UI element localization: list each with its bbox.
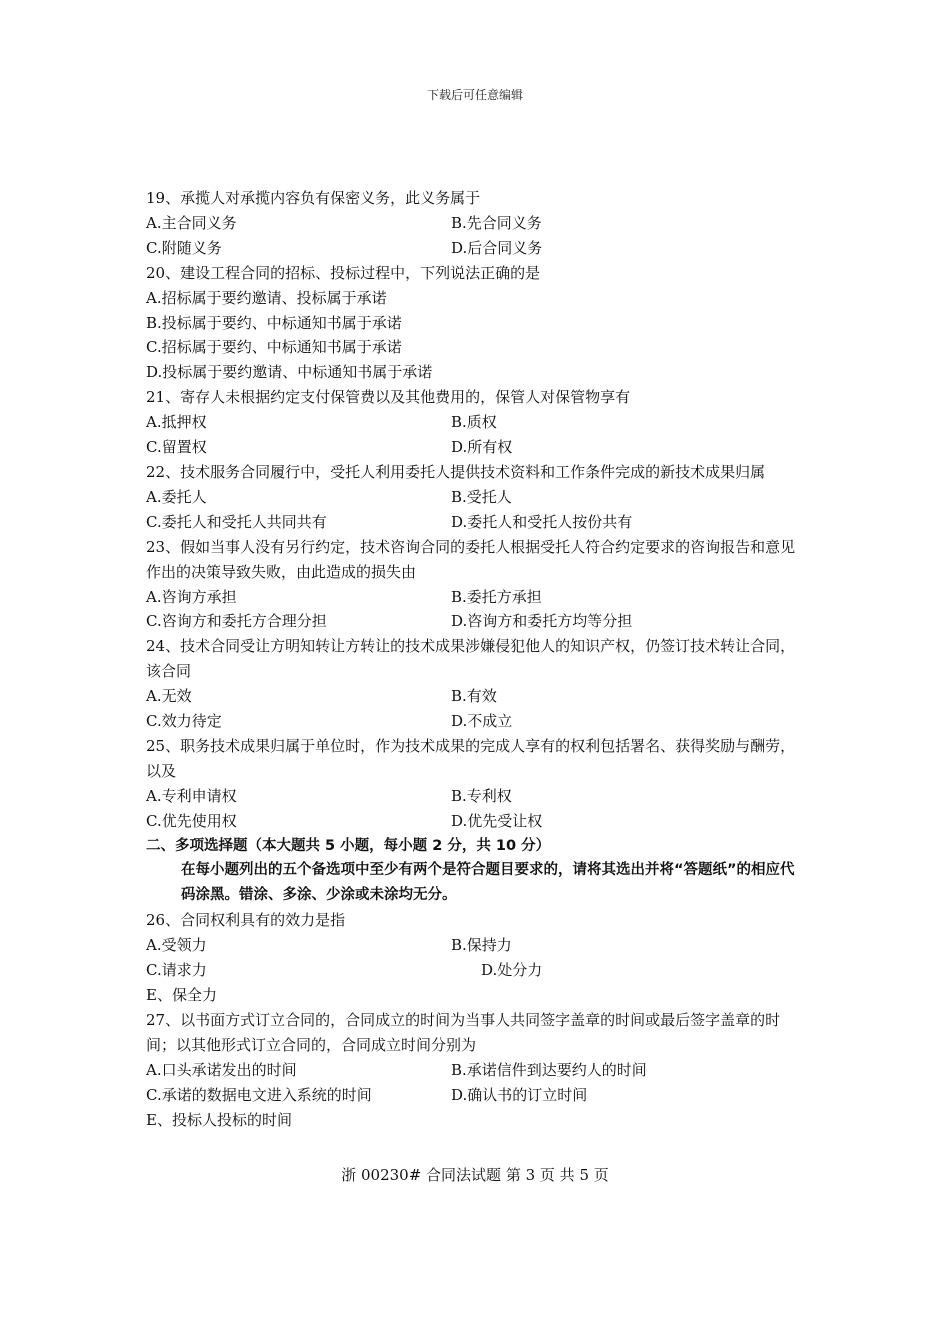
exam-content (146, 186, 806, 1132)
question-20: 20、建设工程合同的招标、投标过程中，下列说法正确的是 (146, 263, 541, 282)
option-d: D.后合同义务 (451, 238, 543, 257)
question-19: 19、承揽人对承揽内容负有保密义务，此义务属于 (146, 189, 481, 207)
option-d: D.处分力 (481, 961, 543, 980)
options-row (146, 410, 806, 435)
options-row (146, 933, 806, 958)
option-d: D.投标属于要约邀请、中标通知书属于承诺 (146, 363, 433, 382)
option-c: C.效力待定 (146, 712, 222, 731)
option-c: C.承诺的数据电文进入系统的时间 (146, 1085, 372, 1104)
option-b: B.先合同义务 (451, 213, 542, 232)
option-d: D.所有权 (451, 438, 513, 457)
option-b: B.受托人 (451, 487, 512, 506)
options-row (146, 585, 806, 610)
option-b: B.投标属于要约、中标通知书属于承诺 (146, 313, 402, 332)
option-a: A.招标属于要约邀请、投标属于承诺 (146, 288, 387, 307)
option-c: C.请求力 (146, 961, 207, 980)
option-d: D.咨询方和委托方均等分担 (451, 612, 633, 631)
options-row (146, 609, 806, 634)
options-row (146, 958, 806, 983)
option-a: A.口头承诺发出的时间 (146, 1060, 297, 1079)
option-b: B.有效 (451, 687, 497, 706)
option-a: A.受领力 (146, 936, 207, 955)
option-e: E、投标人投标的时间 (146, 1110, 292, 1129)
option-c: C.优先使用权 (146, 811, 237, 830)
option-c: C.委托人和受托人共同共有 (146, 512, 327, 531)
option-d: D.不成立 (451, 712, 513, 731)
option-d: D.确认书的订立时间 (451, 1085, 588, 1104)
section-2-instructions: 在每小题列出的五个备选项中至少有两个是符合题目要求的，请将其选出并将“答题纸”的相应代码涂黑。错涂、多涂、少涂或未涂均无分。 (181, 862, 795, 904)
option-b: B.专利权 (451, 786, 512, 805)
option-b: B.质权 (451, 413, 497, 432)
question-27: 27、以书面方式订立合同的，合同成立的时间为当事人共同签字盖章的时间或最后签字盖章的时间；以其他形式订立合同的，合同成立时间分别为 (146, 1010, 781, 1054)
option-c: C.咨询方和委托方合理分担 (146, 612, 327, 631)
question-23: 23、假如当事人没有另行约定，技术咨询合同的委托人根据受托人符合约定要求的咨询报告和意见作出的决策导致失败，由此造成的损失由 (146, 537, 796, 581)
option-a: A.主合同义务 (146, 213, 237, 232)
option-b: B.委托方承担 (451, 587, 542, 606)
option-e: E、保全力 (146, 986, 217, 1004)
options-row (146, 236, 806, 261)
options-row (146, 1083, 806, 1108)
section-2-title: 二、多项选择题（本大题共 5 小题，每小题 2 分，共 10 分） (146, 837, 551, 854)
options-row (146, 784, 806, 809)
question-21: 21、寄存人未根据约定支付保管费以及其他费用的，保管人对保管物享有 (146, 388, 631, 407)
option-c: C.招标属于要约、中标通知书属于承诺 (146, 338, 402, 357)
option-c: C.附随义务 (146, 238, 222, 257)
option-a: A.无效 (146, 687, 192, 706)
option-b: B.承诺信件到达要约人的时间 (451, 1060, 647, 1079)
options-row (146, 485, 806, 510)
page-header: 下载后可任意编辑 (426, 88, 523, 102)
options-row (146, 1058, 806, 1083)
options-row (146, 684, 806, 709)
option-d: D.优先受让权 (451, 811, 543, 830)
option-a: A.抵押权 (146, 413, 207, 432)
option-b: B.保持力 (451, 936, 512, 955)
options-row (146, 211, 806, 236)
options-row (146, 809, 806, 834)
question-22: 22、技术服务合同履行中，受托人利用委托人提供技术资料和工作条件完成的新技术成果归属 (146, 462, 766, 481)
options-row (146, 709, 806, 734)
question-26: 26、合同权利具有的效力是指 (146, 911, 346, 930)
question-25: 25、职务技术成果归属于单位时，作为技术成果的完成人享有的权利包括署名、获得奖励与酬劳，以及 (146, 736, 796, 780)
option-a: A.咨询方承担 (146, 587, 237, 606)
question-24: 24、技术合同受让方明知转让方转让的技术成果涉嫌侵犯他人的知识产权，仍签订技术转让合同，该合同 (146, 637, 796, 681)
option-d: D.委托人和受托人按份共有 (451, 512, 633, 531)
option-a: A.专利申请权 (146, 786, 237, 805)
page-footer: 浙 00230# 合同法试题 第 3 页 共 5 页 (341, 1166, 609, 1184)
option-a: A.委托人 (146, 487, 207, 506)
option-c: C.留置权 (146, 438, 207, 457)
options-row (146, 510, 806, 535)
options-row (146, 435, 806, 460)
